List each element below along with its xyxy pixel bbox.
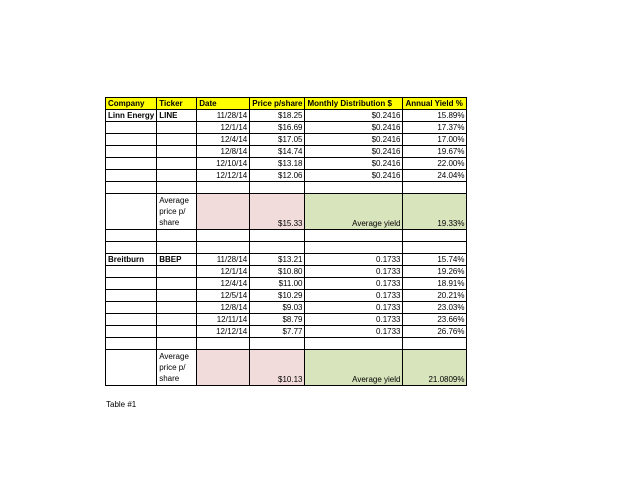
yield-cell: 22.00% [403, 158, 467, 170]
header-annual-yield: Annual Yield % [403, 98, 467, 110]
date-cell: 12/12/14 [197, 326, 250, 338]
empty-cell [106, 170, 157, 182]
distribution-cell: 0.1733 [305, 290, 403, 302]
empty-cell [106, 266, 157, 278]
date-cell: 11/28/14 [197, 254, 250, 266]
yield-cell: 15.89% [403, 110, 467, 122]
yield-cell: 17.37% [403, 122, 467, 134]
distribution-cell: $0.2416 [305, 146, 403, 158]
table-row [106, 122, 467, 134]
price-cell: $14.74 [250, 146, 305, 158]
price-cell: $17.05 [250, 134, 305, 146]
date-cell: 12/1/14 [197, 122, 250, 134]
empty-cell [106, 302, 157, 314]
breitburn-average-row [106, 350, 467, 386]
table-row [106, 326, 467, 338]
empty-cell [157, 266, 197, 278]
distribution-cell: 0.1733 [305, 266, 403, 278]
table-row [106, 278, 467, 290]
average-price-value: $15.33 [250, 194, 305, 230]
company-cell: Breitburn [106, 254, 157, 266]
empty-cell [106, 326, 157, 338]
empty-cell [197, 350, 250, 386]
distribution-cell: $0.2416 [305, 122, 403, 134]
empty-cell [157, 326, 197, 338]
distribution-cell: $0.2416 [305, 110, 403, 122]
blank-row [106, 230, 467, 242]
price-cell: $8.79 [250, 314, 305, 326]
linn-average-row [106, 194, 467, 230]
date-cell: 11/28/14 [197, 110, 250, 122]
empty-cell [106, 134, 157, 146]
price-cell: $9.03 [250, 302, 305, 314]
header-ticker: Ticker [157, 98, 197, 110]
yield-cell: 19.26% [403, 266, 467, 278]
price-cell: $10.29 [250, 290, 305, 302]
yield-cell: 19.67% [403, 146, 467, 158]
distribution-cell: $0.2416 [305, 170, 403, 182]
date-cell: 12/1/14 [197, 266, 250, 278]
ticker-cell: BBEP [157, 254, 197, 266]
average-price-value: $10.13 [250, 350, 305, 386]
date-cell: 12/8/14 [197, 146, 250, 158]
yield-cell: 18.91% [403, 278, 467, 290]
average-price-label: Average price p/ share [157, 350, 197, 386]
price-cell: $13.21 [250, 254, 305, 266]
yield-cell: 26.76% [403, 326, 467, 338]
table-caption: Table #1 [106, 400, 137, 409]
empty-cell [106, 314, 157, 326]
table-row [106, 170, 467, 182]
date-cell: 12/11/14 [197, 314, 250, 326]
distribution-cell: 0.1733 [305, 302, 403, 314]
table-row [106, 302, 467, 314]
distribution-cell: 0.1733 [305, 314, 403, 326]
average-yield-label: Average yield [305, 194, 403, 230]
empty-cell [157, 302, 197, 314]
distribution-cell: 0.1733 [305, 254, 403, 266]
price-cell: $10.80 [250, 266, 305, 278]
table-row [106, 290, 467, 302]
price-cell: $7.77 [250, 326, 305, 338]
header-monthly-distribution: Monthly Distribution $ [305, 98, 403, 110]
distribution-cell: 0.1733 [305, 278, 403, 290]
date-cell: 12/4/14 [197, 134, 250, 146]
blank-row [106, 338, 467, 350]
average-price-label: Average price p/ share [157, 194, 197, 230]
empty-cell [157, 290, 197, 302]
table-row [106, 134, 467, 146]
blank-row [106, 242, 467, 254]
price-cell: $12.06 [250, 170, 305, 182]
price-cell: $13.18 [250, 158, 305, 170]
yield-cell: 17.00% [403, 134, 467, 146]
header-price: Price p/share [250, 98, 305, 110]
empty-cell [157, 278, 197, 290]
distribution-cell: $0.2416 [305, 134, 403, 146]
price-cell: $16.69 [250, 122, 305, 134]
yield-cell: 23.03% [403, 302, 467, 314]
company-cell: Linn Energy [106, 110, 157, 122]
distribution-yield-table [105, 97, 467, 386]
distribution-cell: $0.2416 [305, 158, 403, 170]
table-row [106, 314, 467, 326]
table-row [106, 158, 467, 170]
ticker-cell: LINE [157, 110, 197, 122]
average-yield-label: Average yield [305, 350, 403, 386]
date-cell: 12/8/14 [197, 302, 250, 314]
table-row [106, 110, 467, 122]
yield-cell: 15.74% [403, 254, 467, 266]
table-row [106, 146, 467, 158]
empty-cell [157, 122, 197, 134]
header-date: Date [197, 98, 250, 110]
average-yield-value: 19.33% [403, 194, 467, 230]
date-cell: 12/10/14 [197, 158, 250, 170]
empty-cell [106, 146, 157, 158]
empty-cell [197, 194, 250, 230]
empty-cell [106, 350, 157, 386]
yield-cell: 20.21% [403, 290, 467, 302]
empty-cell [157, 170, 197, 182]
distribution-cell: 0.1733 [305, 326, 403, 338]
blank-row [106, 182, 467, 194]
date-cell: 12/4/14 [197, 278, 250, 290]
price-cell: $18.25 [250, 110, 305, 122]
empty-cell [157, 134, 197, 146]
table-row [106, 266, 467, 278]
table-row [106, 254, 467, 266]
price-cell: $11.00 [250, 278, 305, 290]
empty-cell [157, 314, 197, 326]
date-cell: 12/5/14 [197, 290, 250, 302]
empty-cell [106, 278, 157, 290]
empty-cell [106, 194, 157, 230]
empty-cell [106, 158, 157, 170]
empty-cell [106, 122, 157, 134]
empty-cell [106, 290, 157, 302]
yield-cell: 24.04% [403, 170, 467, 182]
empty-cell [157, 158, 197, 170]
yield-cell: 23.66% [403, 314, 467, 326]
empty-cell [157, 146, 197, 158]
header-company: Company [106, 98, 157, 110]
average-yield-value: 21.0809% [403, 350, 467, 386]
header-row [106, 98, 467, 110]
date-cell: 12/12/14 [197, 170, 250, 182]
